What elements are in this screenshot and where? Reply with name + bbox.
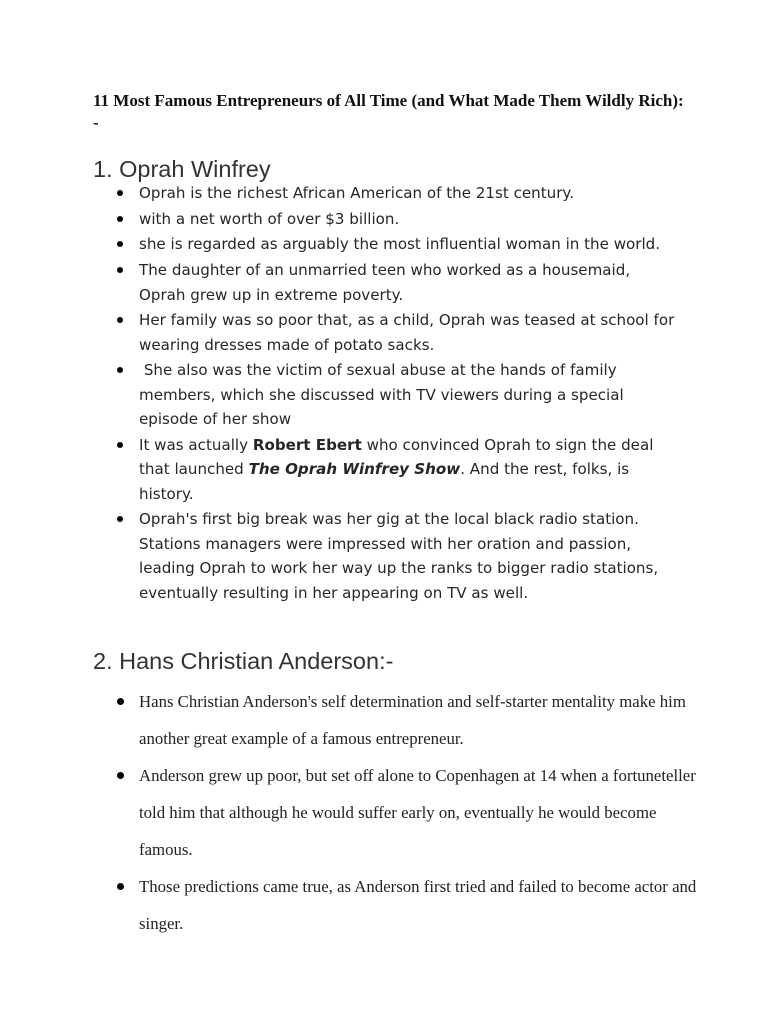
- list-item: [0, 308, 679, 357]
- bullet-icon: [117, 317, 123, 323]
- bullet-icon: [117, 883, 124, 890]
- bullet-icon: [117, 698, 124, 705]
- bullet-icon: [117, 190, 123, 196]
- document-title: 11 Most Famous Entrepreneurs of All Time (and What Made Them Wildly Rich): -: [93, 91, 684, 132]
- list-item: [0, 258, 679, 307]
- show-title: The Oprah Winfrey Show: [248, 460, 461, 479]
- list-item-text: Anderson grew up poor, but set off alone to Copenhagen at 14 when a fortuneteller told him that although he would suffer early on, eventually he would become famous.: [139, 766, 696, 859]
- list-item-text: Those predictions came true, as Anderson first tried and failed to become actor and singer.: [139, 877, 697, 933]
- list-item-text: Hans Christian Anderson's self determination and self-starter mentality make him another great example of a famous entrepreneur.: [139, 692, 686, 748]
- list-item: [0, 207, 679, 231]
- anderson-bullet-list: [0, 683, 720, 942]
- section-heading-oprah-winfrey: 1. Oprah Winfrey: [93, 156, 271, 182]
- bullet-icon: [117, 241, 123, 247]
- list-item-text: The daughter of an unmarried teen who worked as a housemaid, Oprah grew up in extreme poverty.: [139, 261, 631, 304]
- oprah-bullet-list: [0, 181, 700, 606]
- list-item-text: with a net worth of over $3 billion.: [139, 209, 400, 228]
- list-item: [0, 181, 679, 205]
- list-item-text: she is regarded as arguably the most influential woman in the world.: [139, 235, 661, 254]
- list-item-text-mid: who convinced Oprah to sign the deal that launched: [139, 435, 659, 479]
- bullet-icon: [117, 516, 123, 522]
- list-item-text-pre: It was actually: [139, 435, 253, 454]
- list-item: [0, 232, 679, 256]
- list-item-text: She also was the victim of sexual abuse at the hands of family members, which she discussed with TV viewers during a special episode of her show: [139, 361, 629, 429]
- list-item: [0, 683, 699, 757]
- bullet-icon: [117, 216, 123, 222]
- list-item: [0, 868, 699, 942]
- bullet-icon: [117, 772, 124, 779]
- section-heading-hans-christian-anderson: 2. Hans Christian Anderson:-: [93, 648, 394, 674]
- list-item: [0, 507, 679, 605]
- list-item-text: Oprah's first big break was her gig at the local black radio station. Stations managers were impressed with her oration and passion, leading Oprah to work her way up the ranks to bigger radio stations, eventually resulting in her appearing on TV as well.: [139, 510, 659, 602]
- bold-name-robert-ebert: Robert Ebert: [252, 435, 362, 454]
- list-item: [0, 358, 679, 431]
- bullet-icon: [117, 267, 123, 273]
- list-item-text: Her family was so poor that, as a child, Oprah was teased at school for wearing dresses made of potato sacks.: [139, 311, 675, 354]
- bullet-icon: [117, 367, 123, 373]
- list-item: [0, 433, 679, 506]
- list-item: [0, 757, 699, 868]
- list-item-text-post: . And the rest, folks, is history.: [139, 460, 630, 503]
- list-item-text: Oprah is the richest African American of the 21st century.: [139, 184, 574, 202]
- bullet-icon: [117, 442, 123, 448]
